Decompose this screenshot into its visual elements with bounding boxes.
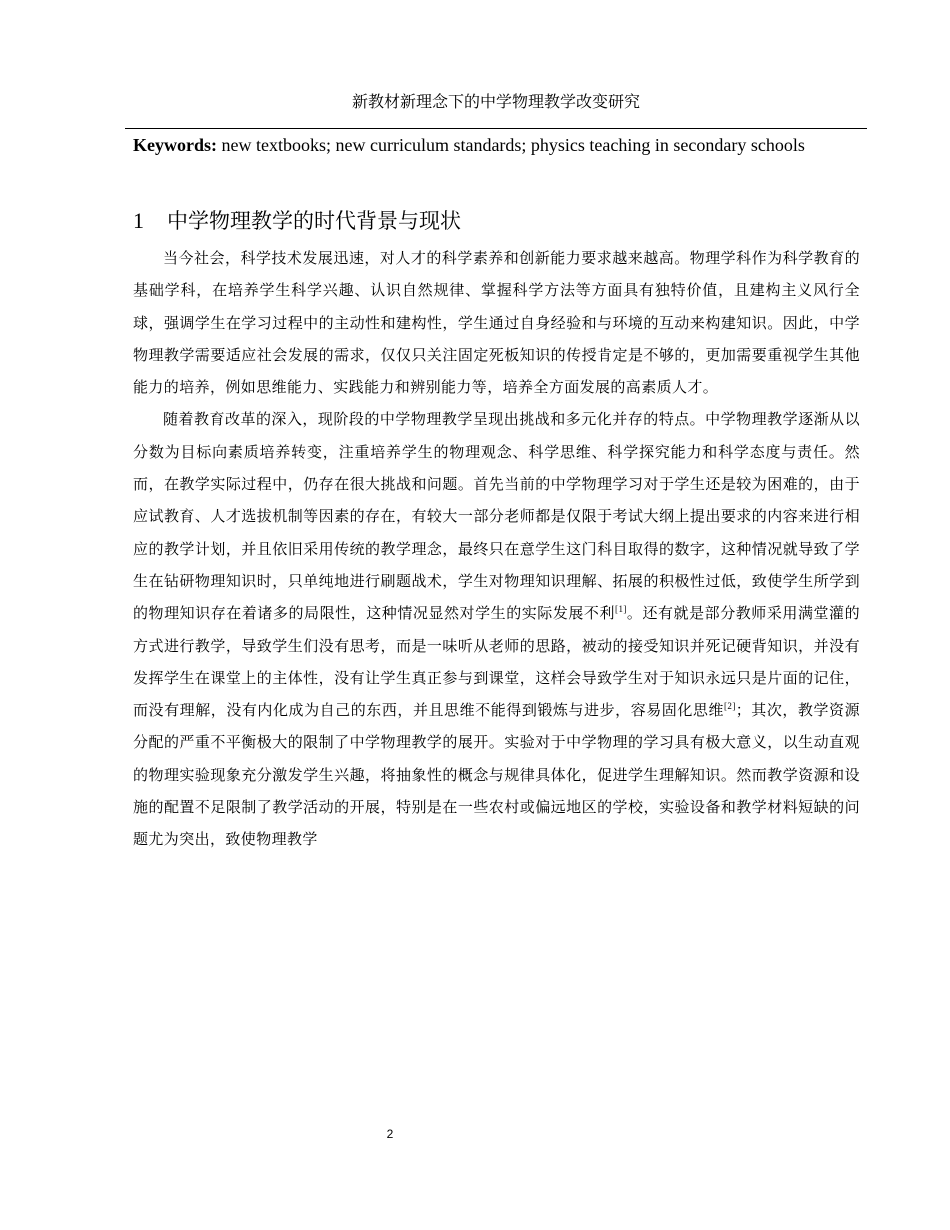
paragraph-2-part-3: ；其次，教学资源分配的严重不平衡极大的限制了中学物理教学的展开。实验对于中学物理的学习具有极大意义，以生动直观的物理实验现象充分激发学生兴趣，将抽象性的概念与规律具体化，促进学生理解知识。然而教学资源和设施的配置不足限制了教学活动的开展，特别是在一些农村或偏远地区的学校，实验设备和教学材料短缺的问题尤为突出，致使物理教学 [133,701,860,849]
paragraph-2-part-1: 随着教育改革的深入，现阶段的中学物理教学呈现出挑战和多元化并存的特点。中学物理教学逐渐从以分数为目标向素质培养转变，注重培养学生的物理观念、科学思维、科学探究能力和科学态度与责任。然而，在教学实际过程中，仍存在很大挑战和问题。首先当前的中学物理学习对于学生还是较为困难的，由于应试教育、人才选拔机制等因素的存在，有较大一部分老师都是仅限于考试大纲上提出要求的内容来进行相应的教学计划，并且依旧采用传统的教学理念，最终只在意学生这门科目取得的数字，这种情况就导致了学生在钻研物理知识时，只单纯地进行刷题战术，学生对物理知识理解、拓展的积极性过低，致使学生所学到的物理知识存在着诸多的局限性，这种情况显然对学生的实际发展不利 [133,410,860,623]
header-divider [125,128,867,129]
paragraph-2-part-2: 。还有就是部分教师采用满堂灌的方式进行教学，导致学生们没有思考，而是一味听从老师的思路，被动的接受知识并死记硬背知识，并没有发挥学生在课堂上的主体性，没有让学生真正参与到课堂，这样会导致学生对于知识永远只是片面的记住，而没有理解，没有内化成为自己的东西，并且思维不能得到锻炼与进步，容易固化思维 [133,604,860,720]
citation-2: [2] [724,701,736,712]
citation-1: [1] [615,604,627,615]
keywords-line [133,133,863,157]
page-number: 2 [386,1127,394,1141]
running-header-title: 新教材新理念下的中学物理教学改变研究 [351,92,640,111]
paragraph-2 [133,403,860,855]
section-heading [133,206,461,236]
body-text [133,242,860,856]
keywords-text: new textbooks; new curriculum standards; physics teaching in secondary schools [217,135,805,155]
keywords-label: Keywords: [133,135,217,155]
paragraph-1: 当今社会，科学技术发展迅速，对人才的科学素养和创新能力要求越来越高。物理学科作为科学教育的基础学科，在培养学生科学兴趣、认识自然规律、掌握科学方法等方面具有独特价值，且建构主义风行全球，强调学生在学习过程中的主动性和建构性，学生通过自身经验和与环境的互动来构建知识。因此，中学物理教学需要适应社会发展的需求，仅仅只关注固定死板知识的传授肯定是不够的，更加需要重视学生其他能力的培养，例如思维能力、实践能力和辨别能力等，培养全方面发展的高素质人才。 [133,249,860,397]
section-title: 中学物理教学的时代背景与现状 [167,209,461,233]
section-number: 1 [133,208,144,233]
